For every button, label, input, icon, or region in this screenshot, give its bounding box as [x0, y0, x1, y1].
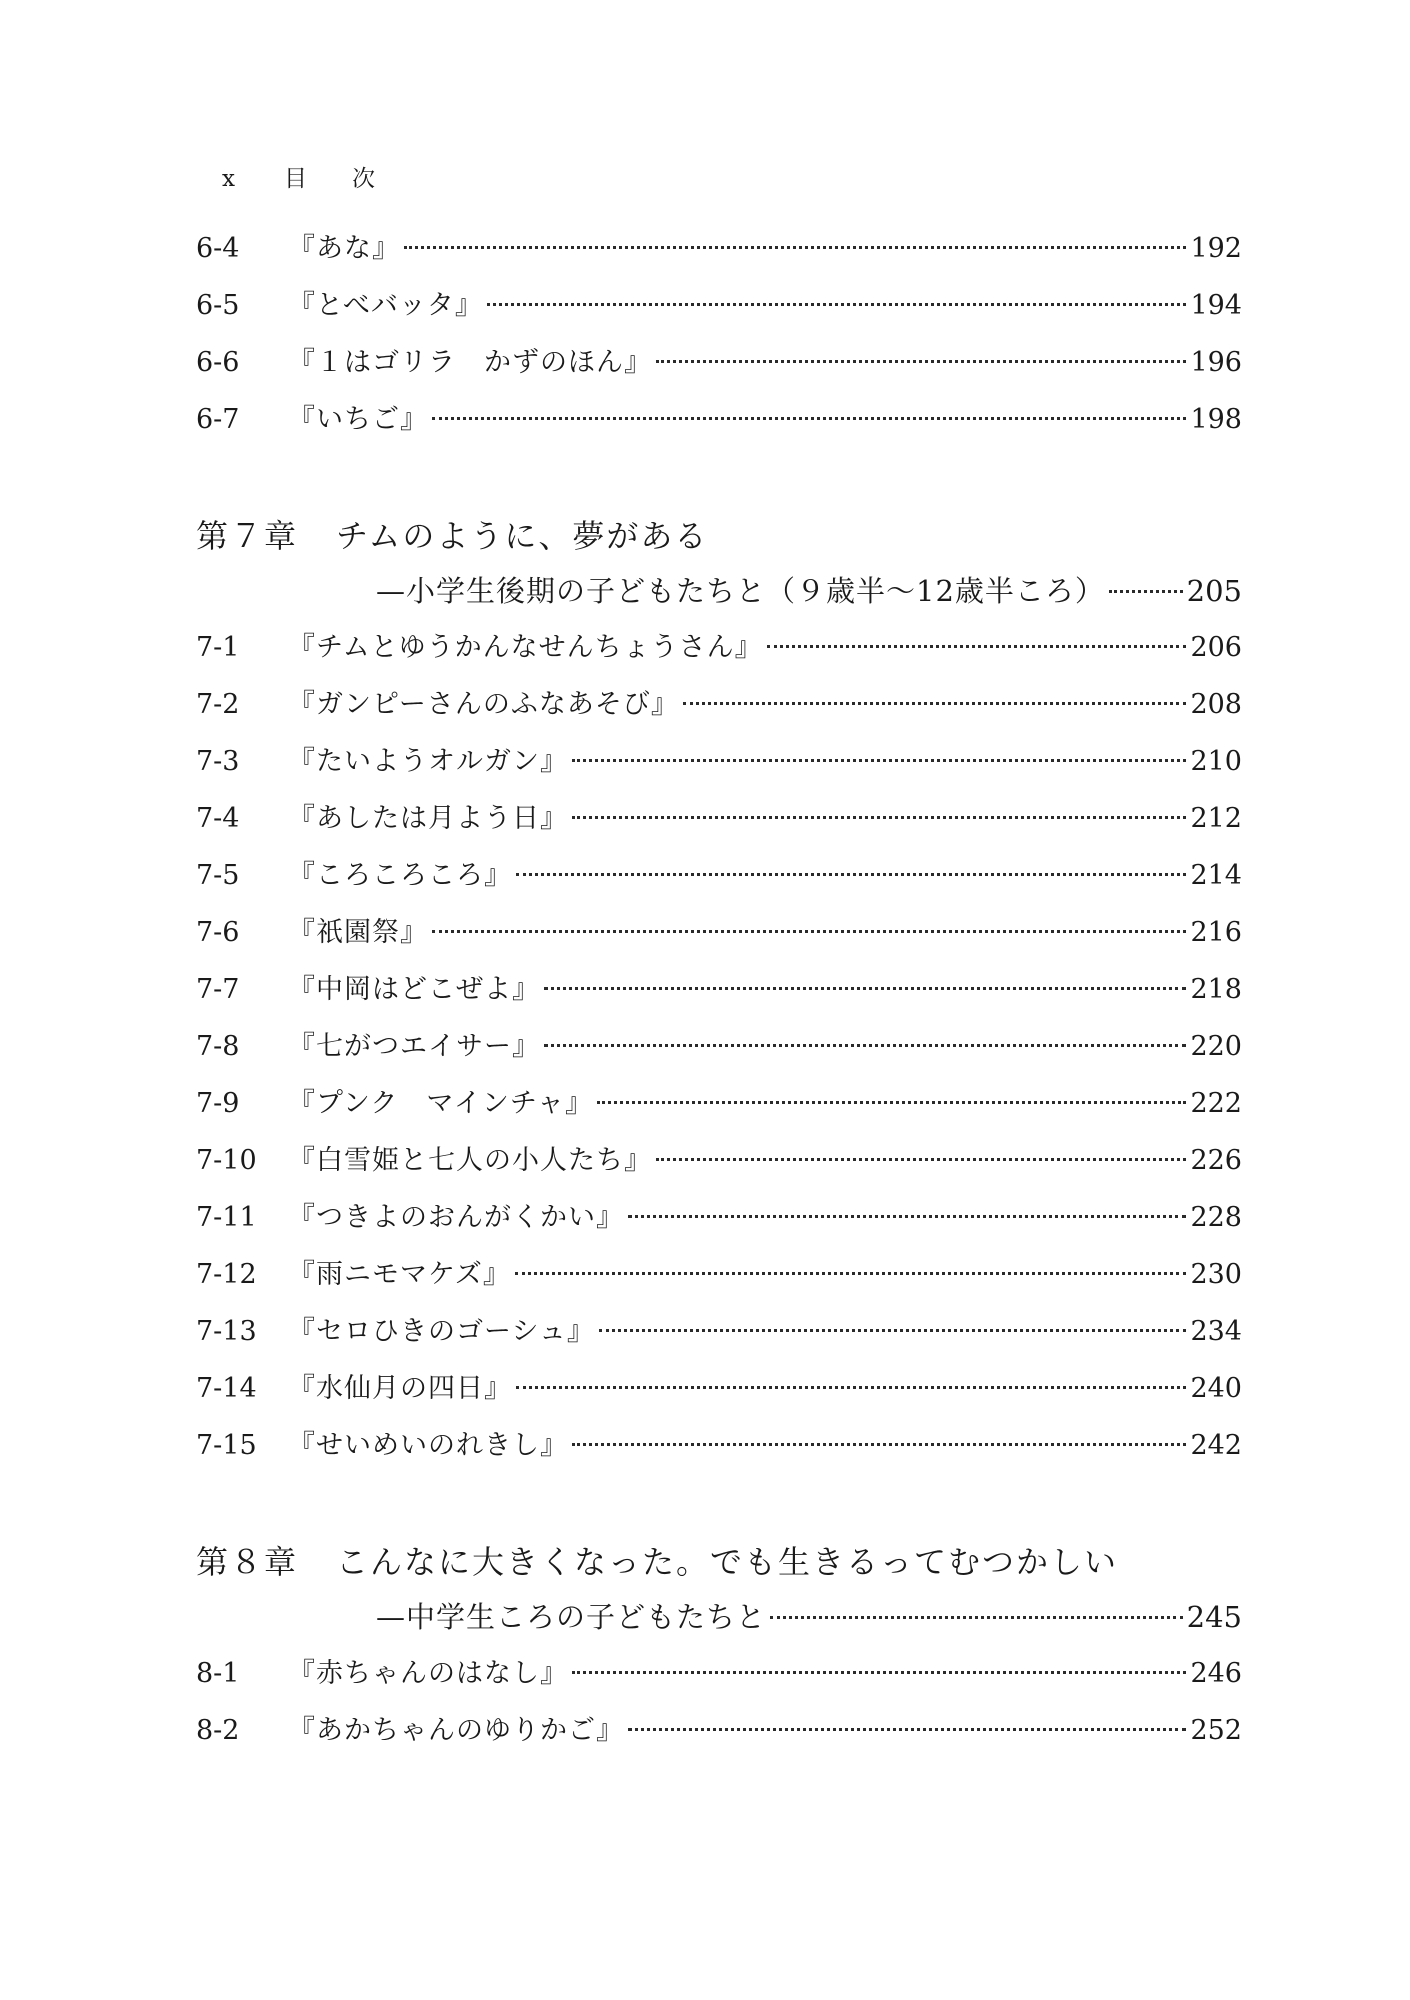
entry-number: 7-5 [196, 860, 240, 891]
entry-number: 7-12 [196, 1259, 257, 1290]
entry-number: 6-6 [196, 347, 240, 378]
entry-title: 『赤ちゃんのはなし』 [288, 1658, 568, 1689]
entry-page: 212 [1190, 803, 1242, 834]
entry-page: 240 [1190, 1373, 1242, 1404]
toc-entry-7-13[interactable] [196, 1309, 1242, 1355]
dot-leader [770, 1616, 1183, 1619]
toc-entry-6-5[interactable] [196, 283, 1242, 329]
entry-number: 7-8 [196, 1031, 240, 1062]
chapter-page: 205 [1186, 574, 1242, 608]
header-title-part2: 次 [352, 166, 375, 192]
entry-number: 7-13 [196, 1316, 257, 1347]
entry-number: 8-1 [196, 1658, 240, 1689]
toc-entry-7-2[interactable] [196, 682, 1242, 728]
toc-entry-7-10[interactable] [196, 1138, 1242, 1184]
entry-number: 7-9 [196, 1088, 240, 1119]
dot-leader [432, 930, 1186, 933]
entry-title: 『七がつエイサー』 [288, 1031, 540, 1062]
dot-leader [544, 1044, 1186, 1047]
entry-number: 6-5 [196, 290, 240, 321]
toc-entry-7-5[interactable] [196, 853, 1242, 899]
dot-leader [656, 1158, 1186, 1161]
toc-entry-7-4[interactable] [196, 796, 1242, 842]
dot-leader [544, 987, 1186, 990]
entry-page: 226 [1190, 1145, 1242, 1176]
entry-title: 『プンク マインチャ』 [288, 1088, 594, 1119]
entry-page: 234 [1190, 1316, 1242, 1347]
entry-number: 7-3 [196, 746, 240, 777]
toc-entry-7-6[interactable] [196, 910, 1242, 956]
toc-entry-7-14[interactable] [196, 1366, 1242, 1412]
dot-leader [572, 1671, 1186, 1674]
dot-leader [597, 1101, 1186, 1104]
entry-title: 『たいようオルガン』 [288, 746, 568, 777]
chapter-7-heading[interactable] [196, 508, 1242, 564]
entry-page: 246 [1190, 1658, 1242, 1689]
chapter-title: こんなに大きくなった。でも生きるってむつかしい [336, 1543, 1119, 1581]
toc-entry-7-12[interactable] [196, 1252, 1242, 1298]
entry-number: 7-11 [196, 1202, 257, 1233]
entry-page: 214 [1190, 860, 1242, 891]
dot-leader [515, 1272, 1187, 1275]
entry-number: 8-2 [196, 1715, 240, 1746]
chapter-8-heading[interactable] [196, 1534, 1242, 1590]
entry-title: 『せいめいのれきし』 [288, 1430, 568, 1461]
dot-leader [572, 759, 1186, 762]
chapter-7-subtitle[interactable] [376, 568, 1242, 614]
entry-number: 7-6 [196, 917, 240, 948]
dot-leader [404, 246, 1186, 249]
entry-title: 『中岡はどこぜよ』 [288, 974, 540, 1005]
toc-entry-6-6[interactable] [196, 340, 1242, 386]
entry-page: 228 [1190, 1202, 1242, 1233]
entry-number: 6-7 [196, 404, 240, 435]
dot-leader [516, 873, 1186, 876]
entry-title: 『つきよのおんがくかい』 [288, 1202, 624, 1233]
entry-page: 252 [1190, 1715, 1242, 1746]
toc-entry-7-7[interactable] [196, 967, 1242, 1013]
dot-leader [572, 816, 1186, 819]
dot-leader [656, 360, 1186, 363]
toc-entry-6-4[interactable] [196, 226, 1242, 272]
dot-leader [487, 303, 1187, 306]
entry-page: 218 [1190, 974, 1242, 1005]
chapter-subtitle: —小学生後期の子どもたちと（９歳半〜12歳半ころ） [376, 574, 1105, 608]
page-number: x [222, 166, 235, 192]
dot-leader [628, 1728, 1186, 1731]
entry-number: 7-7 [196, 974, 240, 1005]
entry-number: 7-10 [196, 1145, 257, 1176]
entry-title: 『あしたは月よう日』 [288, 803, 568, 834]
toc-entry-8-2[interactable] [196, 1708, 1242, 1754]
toc-entry-7-9[interactable] [196, 1081, 1242, 1127]
entry-title: 『ガンピーさんのふなあそび』 [288, 689, 679, 720]
entry-title: 『チムとゆうかんなせんちょうさん』 [288, 632, 763, 663]
entry-page: 222 [1190, 1088, 1242, 1119]
entry-number: 7-15 [196, 1430, 257, 1461]
entry-title: 『あかちゃんのゆりかご』 [288, 1715, 624, 1746]
chapter-label: 第８章 [196, 1543, 299, 1581]
entry-title: 『とべバッタ』 [288, 290, 483, 321]
entry-title: 『祇園祭』 [288, 917, 428, 948]
dot-leader [599, 1329, 1187, 1332]
entry-title: 『ころころころ』 [288, 860, 512, 891]
entry-page: 192 [1190, 233, 1242, 264]
running-header [222, 160, 375, 193]
entry-page: 210 [1190, 746, 1242, 777]
chapter-title: チムのように、夢がある [336, 517, 709, 555]
entry-page: 220 [1190, 1031, 1242, 1062]
entry-number: 7-4 [196, 803, 240, 834]
toc-entry-6-7[interactable] [196, 397, 1242, 443]
entry-title: 『水仙月の四日』 [288, 1373, 512, 1404]
entry-page: 194 [1190, 290, 1242, 321]
dot-leader [628, 1215, 1186, 1218]
entry-title: 『１はゴリラ かずのほん』 [288, 347, 652, 378]
chapter-subtitle: —中学生ころの子どもたちと [376, 1600, 767, 1634]
dot-leader [767, 645, 1187, 648]
toc-entry-7-15[interactable] [196, 1423, 1242, 1469]
entry-title: 『あな』 [288, 233, 400, 264]
entry-page: 242 [1190, 1430, 1242, 1461]
entry-page: 230 [1190, 1259, 1242, 1290]
entry-title: 『白雪姫と七人の小人たち』 [288, 1145, 652, 1176]
entry-number: 7-1 [196, 632, 240, 663]
toc-entry-7-3[interactable] [196, 739, 1242, 785]
entry-page: 206 [1190, 632, 1242, 663]
dot-leader [572, 1443, 1186, 1446]
toc-entry-7-8[interactable] [196, 1024, 1242, 1070]
entry-page: 208 [1190, 689, 1242, 720]
entry-page: 198 [1190, 404, 1242, 435]
chapter-page: 245 [1186, 1600, 1242, 1634]
dot-leader [683, 702, 1187, 705]
dot-leader [1109, 590, 1183, 593]
toc-entry-7-1[interactable] [196, 625, 1242, 671]
chapter-label: 第７章 [196, 517, 299, 555]
dot-leader [432, 417, 1186, 420]
entry-number: 6-4 [196, 233, 240, 264]
entry-number: 7-2 [196, 689, 240, 720]
header-title-part1: 目 [284, 166, 307, 192]
entry-number: 7-14 [196, 1373, 257, 1404]
entry-page: 196 [1190, 347, 1242, 378]
entry-title: 『セロひきのゴーシュ』 [288, 1316, 595, 1347]
dot-leader [516, 1386, 1186, 1389]
toc-entry-8-1[interactable] [196, 1651, 1242, 1697]
entry-page: 216 [1190, 917, 1242, 948]
chapter-8-subtitle[interactable] [376, 1594, 1242, 1640]
entry-title: 『いちご』 [288, 404, 428, 435]
entry-title: 『雨ニモマケズ』 [288, 1259, 511, 1290]
toc-entry-7-11[interactable] [196, 1195, 1242, 1241]
